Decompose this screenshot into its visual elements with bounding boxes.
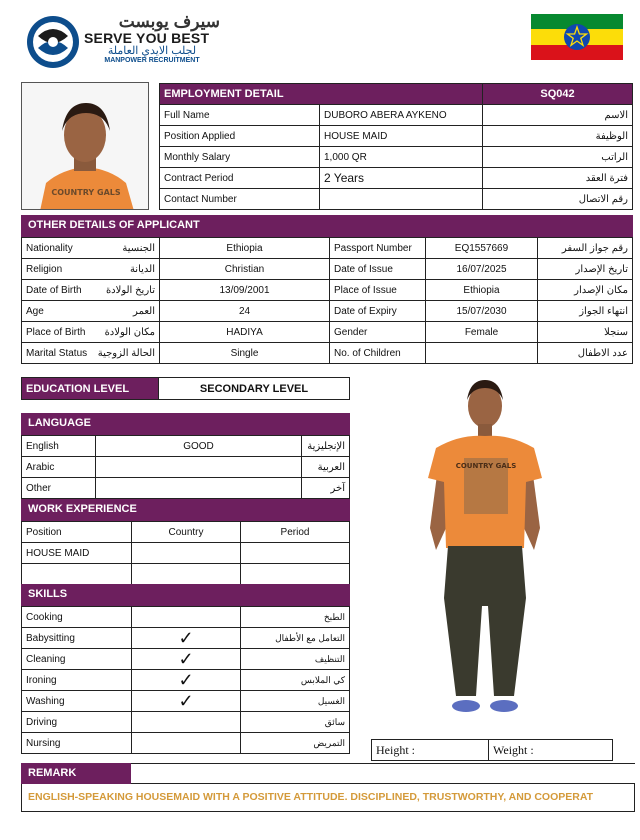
logo-arabic-name: سيرف يوبست — [118, 12, 220, 31]
headshot-shirt-text: COUNTRY GALS — [51, 188, 121, 197]
contract-period-arabic-label: فترة العقد — [483, 168, 633, 189]
other-language-arabic-label: آخر — [302, 478, 350, 499]
skill-driving-arabic-label: سائق — [241, 712, 350, 733]
full-name-value: DUBORO ABERA AYKENO — [320, 105, 483, 126]
contract-period-value: 2 Years — [320, 168, 483, 189]
religion-value: Christian — [160, 259, 330, 280]
other-language-label: Other — [22, 478, 96, 499]
column-country: Country — [132, 522, 241, 543]
logo-mark-icon — [24, 14, 82, 70]
skill-nursing-label: Nursing — [22, 733, 132, 754]
skill-nursing-checkmark-icon — [132, 733, 241, 754]
passport-number-arabic-label: رقم جواز السفر — [538, 238, 633, 259]
reference-code: SQ042 — [483, 84, 633, 105]
full-name-arabic-label: الاسم — [483, 105, 633, 126]
remark-header: REMARK — [21, 763, 131, 784]
arabic-label: Arabic — [22, 457, 96, 478]
contact-number-value — [320, 189, 483, 210]
skill-ironing-label: Ironing — [22, 670, 132, 691]
table-row — [22, 436, 350, 457]
religion-label: Religion الديانة — [22, 259, 160, 280]
skill-washing-label: Washing — [22, 691, 132, 712]
place-of-birth-label: Place of Birth مكان الولادة — [22, 322, 160, 343]
education-table — [21, 377, 350, 400]
monthly-salary-value: 1,000 QR — [320, 147, 483, 168]
skill-nursing-arabic-label: التمريض — [241, 733, 350, 754]
full-name-label: Full Name — [160, 105, 320, 126]
date-of-expiry-arabic-label: انتهاء الجواز — [538, 301, 633, 322]
work-period-cell — [241, 564, 350, 585]
skills-header: SKILLS — [21, 584, 350, 606]
skill-ironing-arabic-label: كي الملابس — [241, 670, 350, 691]
date-of-issue-label: Date of Issue — [330, 259, 426, 280]
table-row — [160, 105, 633, 126]
passport-number-label: Passport Number — [330, 238, 426, 259]
table-row — [22, 670, 350, 691]
age-label: Age العمر — [22, 301, 160, 322]
arabic-arabic-label: العربية — [302, 457, 350, 478]
date-of-issue-arabic-label: تاريخ الإصدار — [538, 259, 633, 280]
table-row — [22, 733, 350, 754]
work-position-cell: HOUSE MAID — [22, 543, 132, 564]
contract-period-label: Contract Period — [160, 168, 320, 189]
place-of-issue-value: Ethiopia — [426, 280, 538, 301]
skills-table — [21, 606, 350, 754]
table-row — [22, 712, 350, 733]
nationality-value: Ethiopia — [160, 238, 330, 259]
skill-washing-checkmark-icon: ✓ — [132, 691, 241, 712]
education-level-label: EDUCATION LEVEL — [22, 378, 159, 400]
table-row — [22, 691, 350, 712]
employment-detail-table — [159, 83, 633, 210]
work-experience-header: WORK EXPERIENCE — [21, 499, 350, 521]
table-row — [22, 259, 633, 280]
skill-cooking-arabic-label: الطبخ — [241, 607, 350, 628]
gender-value: Female — [426, 322, 538, 343]
monthly-salary-label: Monthly Salary — [160, 147, 320, 168]
marital-status-label: Marital Status الحالة الزوجية — [22, 343, 160, 364]
table-row — [22, 564, 350, 585]
table-row — [22, 238, 633, 259]
skill-cleaning-checkmark-icon: ✓ — [132, 649, 241, 670]
table-row — [22, 343, 633, 364]
other-language-level — [96, 478, 302, 499]
table-row — [22, 322, 633, 343]
table-row — [22, 301, 633, 322]
skill-ironing-checkmark-icon: ✓ — [132, 670, 241, 691]
work-country-cell — [132, 543, 241, 564]
column-period: Period — [241, 522, 350, 543]
monthly-salary-arabic-label: الراتب — [483, 147, 633, 168]
applicant-full-body-photo — [410, 378, 560, 723]
remark-box-border — [21, 784, 635, 812]
skill-cooking-label: Cooking — [22, 607, 132, 628]
height-label: Height : — [372, 740, 489, 761]
skill-babysitting-label: Babysitting — [22, 628, 132, 649]
skill-driving-checkmark-icon — [132, 712, 241, 733]
table-row — [160, 168, 633, 189]
skill-cleaning-label: Cleaning — [22, 649, 132, 670]
children-value — [426, 343, 538, 364]
children-arabic-label: عدد الاطفال — [538, 343, 633, 364]
other-details-header: OTHER DETAILS OF APPLICANT — [21, 215, 633, 237]
skill-cooking-checkmark-icon — [132, 607, 241, 628]
applicant-headshot — [21, 82, 149, 210]
place-of-issue-label: Place of Issue — [330, 280, 426, 301]
age-value: 24 — [160, 301, 330, 322]
position-applied-value: HOUSE MAID — [320, 126, 483, 147]
position-applied-label: Position Applied — [160, 126, 320, 147]
passport-number-value: EQ1557669 — [426, 238, 538, 259]
photo-shirt-text: COUNTRY GALS — [455, 462, 517, 470]
ethiopia-flag — [531, 14, 623, 60]
other-details-table — [21, 237, 633, 364]
logo-english-name: SERVE YOU BEST — [84, 30, 210, 46]
table-row — [22, 478, 350, 499]
logo-arabic-tagline: لجلب الايدي العاملة — [107, 45, 197, 57]
work-experience-table — [21, 521, 350, 585]
employment-detail-header: EMPLOYMENT DETAIL — [160, 84, 483, 105]
table-row — [22, 649, 350, 670]
language-header: LANGUAGE — [21, 413, 350, 435]
nationality-label: Nationality الجنسية — [22, 238, 160, 259]
logo-english-tagline: MANPOWER RECRUITMENT — [104, 57, 200, 64]
table-row — [160, 126, 633, 147]
english-arabic-label: الإنجليزية — [302, 436, 350, 457]
skill-babysitting-arabic-label: التعامل مع الأطفال — [241, 628, 350, 649]
star-emblem-icon — [563, 23, 591, 51]
skill-driving-label: Driving — [22, 712, 132, 733]
language-table — [21, 435, 350, 499]
children-label: No. of Children — [330, 343, 426, 364]
skill-washing-arabic-label: الغسيل — [241, 691, 350, 712]
remark-header-line — [131, 763, 635, 784]
remark-text: ENGLISH-SPEAKING HOUSEMAID WITH A POSITIVE ATTITUDE. DISCIPLINED, TRUSTWORTHY, AND COOPERAT — [28, 791, 594, 803]
place-of-birth-value: HADIYA — [160, 322, 330, 343]
table-row — [22, 280, 633, 301]
gender-arabic-label: سنجلا — [538, 322, 633, 343]
english-level: GOOD — [96, 436, 302, 457]
arabic-level — [96, 457, 302, 478]
date-of-expiry-label: Date of Expiry — [330, 301, 426, 322]
date-of-birth-label: Date of Birth تاريخ الولادة — [22, 280, 160, 301]
date-of-issue-value: 16/07/2025 — [426, 259, 538, 280]
work-country-cell — [132, 564, 241, 585]
skill-cleaning-arabic-label: التنظيف — [241, 649, 350, 670]
education-level-value: SECONDARY LEVEL — [159, 378, 350, 400]
contact-number-arabic-label: رقم الاتصال — [483, 189, 633, 210]
date-of-birth-value: 13/09/2001 — [160, 280, 330, 301]
english-label: English — [22, 436, 96, 457]
work-position-cell — [22, 564, 132, 585]
table-row — [22, 543, 350, 564]
work-period-cell — [241, 543, 350, 564]
table-header-row — [22, 522, 350, 543]
weight-label: Weight : — [489, 740, 613, 761]
table-row — [22, 607, 350, 628]
place-of-issue-arabic-label: مكان الإصدار — [538, 280, 633, 301]
gender-label: Gender — [330, 322, 426, 343]
table-row — [160, 189, 633, 210]
measurements-table — [371, 739, 613, 761]
table-row — [22, 628, 350, 649]
column-position: Position — [22, 522, 132, 543]
company-logo — [24, 12, 224, 72]
contact-number-label: Contact Number — [160, 189, 320, 210]
table-row — [22, 457, 350, 478]
marital-status-value: Single — [160, 343, 330, 364]
table-row — [160, 147, 633, 168]
skill-babysitting-checkmark-icon: ✓ — [132, 628, 241, 649]
date-of-expiry-value: 15/07/2030 — [426, 301, 538, 322]
position-applied-arabic-label: الوظيفة — [483, 126, 633, 147]
